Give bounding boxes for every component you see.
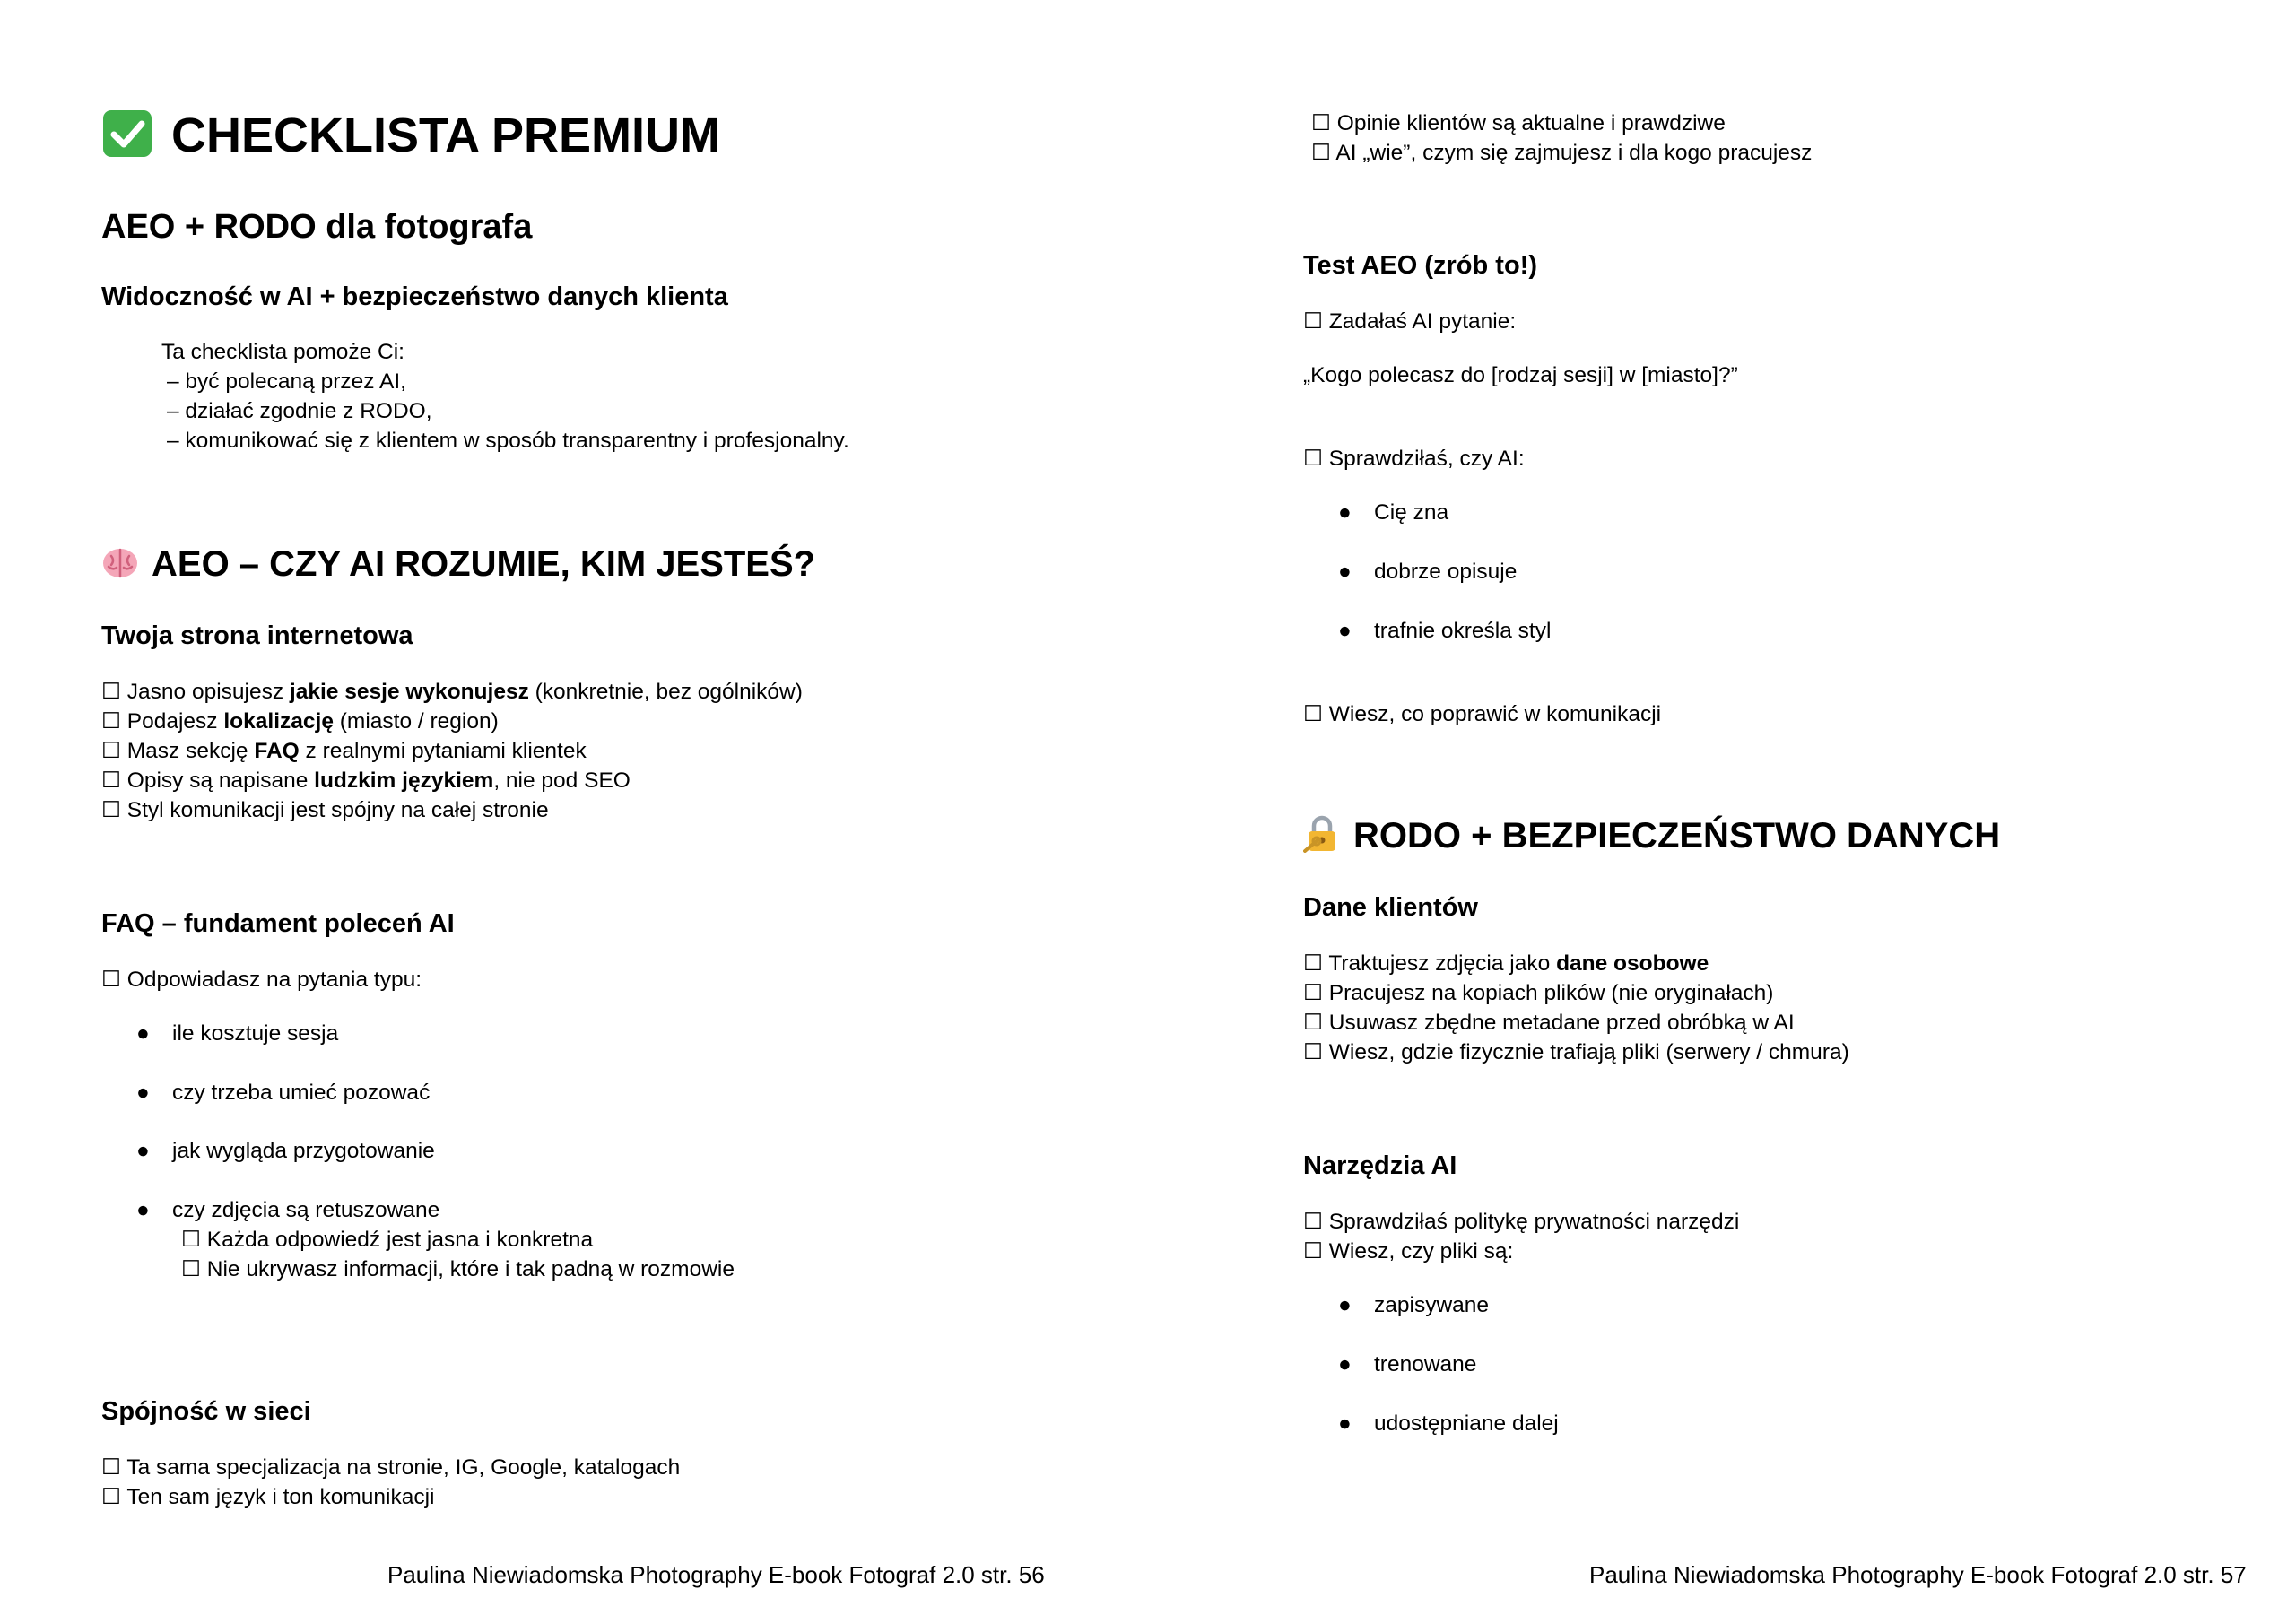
tools-item: ☐ Sprawdziłaś politykę prywatności narzędzi — [1303, 1210, 1740, 1234]
website-checklist — [101, 677, 803, 825]
brain-icon — [101, 543, 139, 581]
checklist-item: ☐ Opisy są napisane ludzkim językiem, nie pod SEO — [101, 768, 631, 793]
test-bullet: ● trafnie określa styl — [1338, 616, 1551, 646]
tools-bullet: ● udostępniane dalej — [1338, 1409, 1559, 1438]
tools-bullet: ● trenowane — [1338, 1350, 1476, 1379]
test-question: „Kogo polecasz do [rodzaj sesji] w [miasto]?” — [1303, 363, 1738, 387]
test-bullet: ● Cię zna — [1338, 498, 1448, 527]
clients-checklist — [1303, 949, 1849, 1067]
bullet-dot: ● — [1338, 619, 1352, 643]
checklist-item: ☐ Wiesz, gdzie fizycznie trafiają pliki (serwery / chmura) — [1303, 1040, 1849, 1064]
tools-heading: Narzędzia AI — [1303, 1151, 1457, 1180]
intro-block — [161, 337, 849, 456]
test-ask: ☐ Zadałaś AI pytanie: — [1303, 309, 1517, 334]
intro-line: – komunikować się z klientem w sposób transparentny i profesjonalny. — [167, 429, 849, 453]
checklist-item: ☐ Usuwasz zbędne metadane przed obróbką w AI — [1303, 1011, 1795, 1035]
consistency-item: ☐ Ta sama specjalizacja na stronie, IG, Google, katalogach — [101, 1455, 681, 1480]
test-bullet: ● dobrze opisuje — [1338, 557, 1517, 586]
intro-line: – być polecaną przez AI, — [167, 369, 406, 394]
consistency-heading: Spójność w sieci — [101, 1397, 311, 1426]
checklist-item: ☐ Jasno opisujesz jakie sesje wykonujesz (konkretnie, bez ogólników) — [101, 680, 803, 704]
check-mark-icon — [101, 109, 155, 159]
consistency-item: ☐ Ten sam język i ton komunikacji — [101, 1485, 435, 1509]
test-check: ☐ Sprawdziłaś, czy AI: — [1303, 447, 1525, 471]
faq-bullet: ● jak wygląda przygotowanie — [136, 1136, 435, 1166]
bullet-dot: ● — [136, 1081, 150, 1105]
faq-intro: ☐ Odpowiadasz na pytania typu: — [101, 968, 422, 992]
page-footer: Paulina Niewiadomska Photography E-book Fotograf 2.0 str. 57 — [1589, 1561, 2247, 1588]
subtitle: AEO + RODO dla fotografa — [101, 208, 533, 246]
section-aeo-title: AEO – CZY AI ROZUMIE, KIM JESTEŚ? — [152, 544, 816, 584]
bullet-dot: ● — [1338, 1411, 1352, 1436]
faq-sub-item: ☐ Każda odpowiedź jest jasna i konkretna — [181, 1228, 594, 1252]
intro-line: – działać zgodnie z RODO, — [167, 399, 432, 423]
lock-with-key-icon — [1303, 815, 1341, 853]
bullet-dot: ● — [136, 1198, 150, 1222]
page-footer: Paulina Niewiadomska Photography E-book Fotograf 2.0 str. 56 — [387, 1561, 1045, 1588]
checklist-item: ☐ Podajesz lokalizację (miasto / region) — [101, 709, 499, 734]
faq-bullet: ● czy zdjęcia są retuszowane — [136, 1195, 439, 1225]
test-final: ☐ Wiesz, co poprawić w komunikacji — [1303, 702, 1662, 726]
section-rodo-heading — [1303, 814, 2000, 857]
intro-line: Ta checklista pomoże Ci: — [161, 340, 404, 364]
top-item: ☐ AI „wie”, czym się zajmujesz i dla kogo pracujesz — [1311, 141, 1813, 165]
bullet-dot: ● — [1338, 1352, 1352, 1376]
tools-bullet: ● zapisywane — [1338, 1290, 1489, 1320]
checklist-item: ☐ Pracujesz na kopiach plików (nie oryginałach) — [1303, 981, 1774, 1005]
checklist-item: ☐ Traktujesz zdjęcia jako dane osobowe — [1303, 951, 1709, 976]
checklist-item: ☐ Masz sekcję FAQ z realnymi pytaniami klientek — [101, 739, 587, 763]
bullet-dot: ● — [1338, 1293, 1352, 1317]
section-aeo-heading — [101, 543, 815, 586]
right-page — [1202, 0, 2296, 1615]
checklist-item: ☐ Styl komunikacji jest spójny na całej stronie — [101, 798, 549, 822]
bullet-dot: ● — [136, 1021, 150, 1046]
section-rodo-title: RODO + BEZPIECZEŃSTWO DANYCH — [1353, 816, 2001, 855]
tools-item: ☐ Wiesz, czy pliki są: — [1303, 1239, 1514, 1263]
page-title-text: CHECKLISTA PREMIUM — [171, 109, 720, 162]
test-heading: Test AEO (zrób to!) — [1303, 251, 1537, 280]
website-heading: Twoja strona internetowa — [101, 621, 413, 650]
faq-heading: FAQ – fundament poleceń AI — [101, 909, 455, 938]
bullet-dot: ● — [1338, 560, 1352, 584]
faq-sub-item: ☐ Nie ukrywasz informacji, które i tak padną w rozmowie — [181, 1257, 735, 1281]
bullet-dot: ● — [136, 1139, 150, 1163]
clients-heading: Dane klientów — [1303, 893, 1478, 922]
faq-bullet: ● czy trzeba umieć pozować — [136, 1078, 430, 1107]
page-title — [101, 108, 720, 163]
bullet-dot: ● — [1338, 500, 1352, 525]
tagline: Widoczność w AI + bezpieczeństwo danych klienta — [101, 282, 728, 311]
faq-bullet: ● ile kosztuje sesja — [136, 1019, 338, 1048]
top-item: ☐ Opinie klientów są aktualne i prawdziwe — [1311, 111, 1726, 135]
